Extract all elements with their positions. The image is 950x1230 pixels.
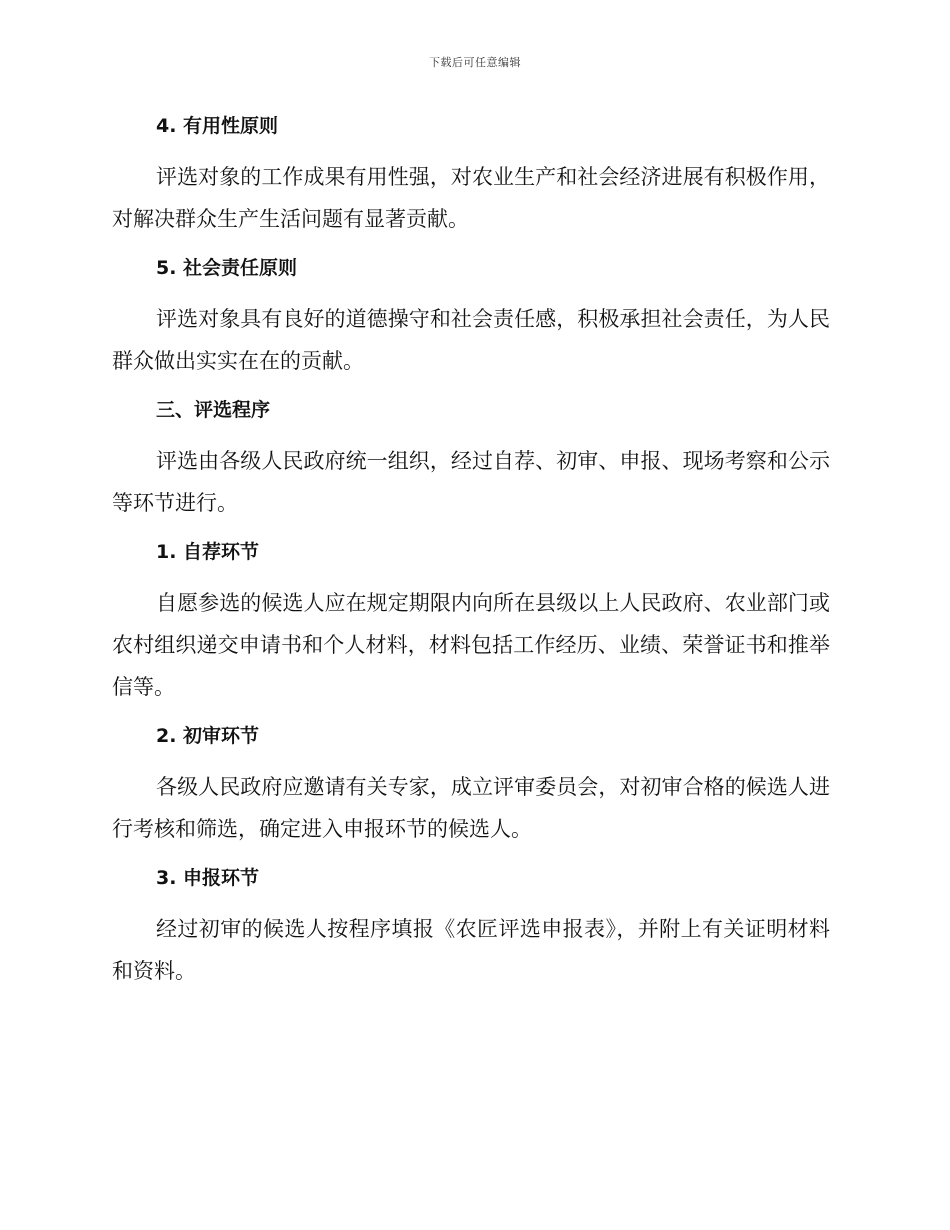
paragraph: 评选由各级人民政府统一组织，经过自荐、初审、申报、现场考察和公示等环节进行。	[112, 449, 830, 515]
page-header: 下载后可任意编辑	[429, 56, 521, 69]
paragraph: 评选对象具有良好的道德操守和社会责任感，积极承担社会责任，为人民群众做出实实在在的贡献。	[112, 307, 830, 373]
document-body	[112, 110, 830, 1004]
section-heading: 5. 社会责任原则	[156, 257, 298, 279]
paragraph: 自愿参选的候选人应在规定期限内向所在县级以上人民政府、农业部门或农村组织递交申请书和个人材料，材料包括工作经历、业绩、荣誉证书和推举信等。	[112, 591, 830, 699]
section-heading: 2. 初审环节	[156, 725, 260, 747]
section-heading: 1. 自荐环节	[156, 541, 260, 563]
paragraph: 经过初审的候选人按程序填报《农匠评选申报表》，并附上有关证明材料和资料。	[112, 917, 830, 983]
section-heading: 三、评选程序	[156, 399, 271, 421]
section-heading: 4. 有用性原则	[156, 115, 279, 137]
paragraph: 各级人民政府应邀请有关专家，成立评审委员会，对初审合格的候选人进行考核和筛选，确定进入申报环节的候选人。	[112, 775, 830, 841]
section-heading: 3. 申报环节	[156, 867, 260, 889]
paragraph: 评选对象的工作成果有用性强，对农业生产和社会经济进展有积极作用，对解决群众生产生活问题有显著贡献。	[112, 165, 830, 231]
